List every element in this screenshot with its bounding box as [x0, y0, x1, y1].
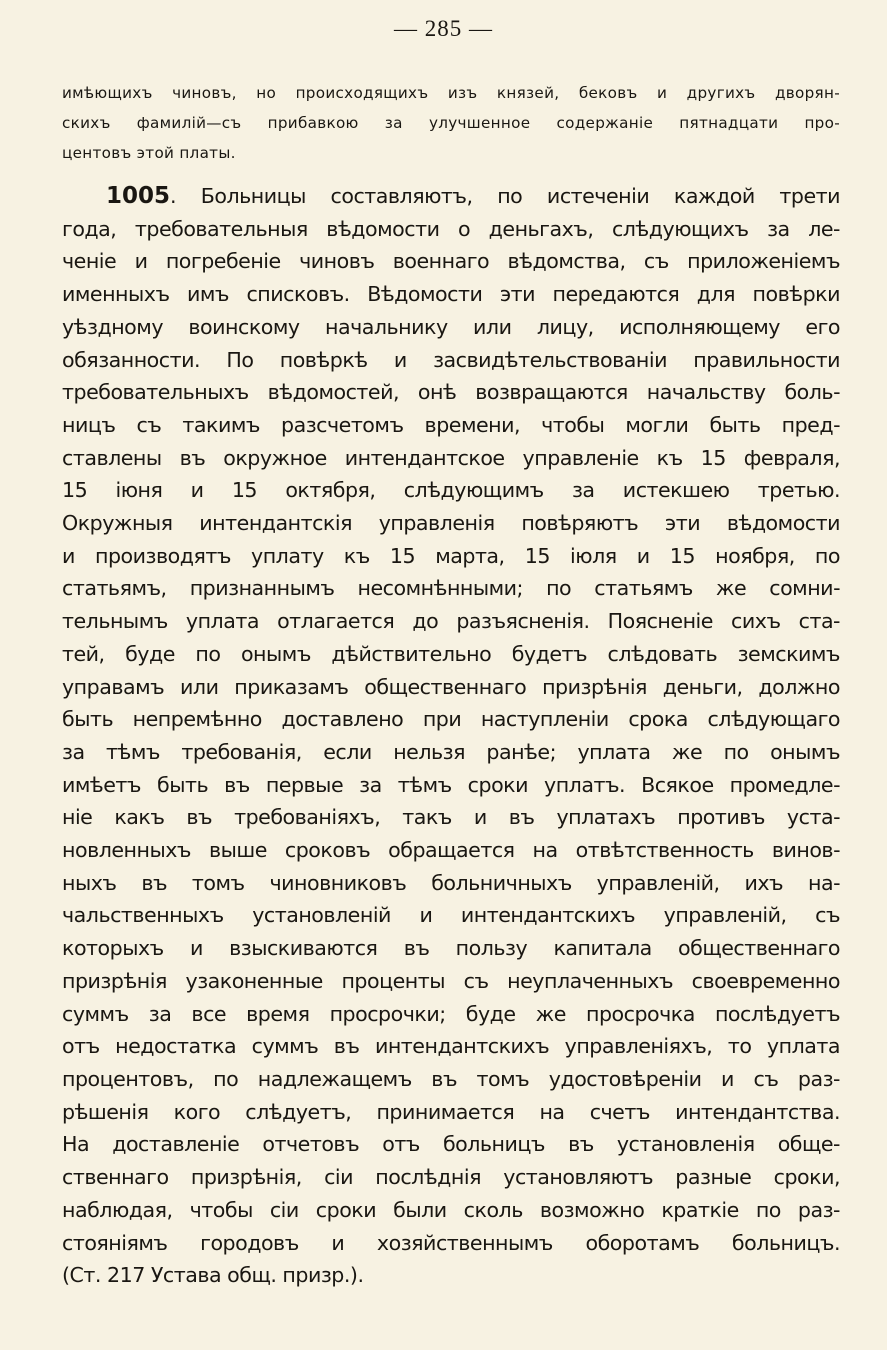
- article-line: новленныхъ выше сроковъ обращается на отвѣтственность винов-: [62, 838, 840, 863]
- article-line: тельнымъ уплата отлагается до разъясненія. Поясненіе сихъ ста-: [62, 609, 840, 634]
- article-line: 15 іюня и 15 октября, слѣдующимъ за истекшею третью.: [62, 478, 840, 503]
- article-number: 1005: [106, 183, 171, 209]
- article-first-line-text: . Больницы составляютъ, по истеченіи каждой трети: [170, 184, 840, 208]
- article-line: ныхъ въ томъ чиновниковъ больничныхъ управленій, ихъ на-: [62, 870, 840, 895]
- article-line: наблюдая, чтобы сіи сроки были сколь возможно краткіе по раз-: [62, 1197, 840, 1222]
- article-line: стояніямъ городовъ и хозяйственнымъ оборотамъ больницъ.: [62, 1230, 840, 1255]
- article-first-line: [62, 180, 840, 213]
- article-line: ставлены въ окружное интендантское управленіе къ 15 февраля,: [62, 445, 840, 470]
- article-line: ніе какъ въ требованіяхъ, такъ и въ уплатахъ противъ уста-: [62, 805, 840, 830]
- article-line: Окружныя интендантскія управленія повѣряютъ эти вѣдомости: [62, 511, 840, 536]
- article-line: процентовъ, по надлежащемъ въ томъ удостовѣреніи и съ раз-: [62, 1066, 840, 1091]
- article-line: призрѣнія узаконенные проценты съ неуплаченныхъ своевременно: [62, 968, 840, 993]
- article-line: года, требовательныя вѣдомости о деньгахъ, слѣдующихъ за ле-: [62, 216, 840, 241]
- article-line: чальственныхъ установленій и интендантскихъ управленій, съ: [62, 903, 840, 928]
- article-line: имѣетъ быть въ первые за тѣмъ сроки уплатъ. Всякое промедле-: [62, 772, 840, 797]
- article-line: которыхъ и взыскиваются въ пользу капитала общественнаго: [62, 936, 840, 961]
- article-line: ницъ съ такимъ разсчетомъ времени, чтобы могли быть пред-: [62, 412, 840, 437]
- article-line: за тѣмъ требованія, если нельзя ранѣе; уплата же по онымъ: [62, 739, 840, 764]
- article-line: управамъ или приказамъ общественнаго призрѣнія деньги, должно: [62, 674, 840, 699]
- carry-over-paragraph: [62, 78, 840, 168]
- carry-over-line: центовъ этой платы.: [62, 144, 236, 162]
- article-line: суммъ за все время просрочки; буде же просрочка послѣдуетъ: [62, 1001, 840, 1026]
- article-line: На доставленіе отчетовъ отъ больницъ въ установленія обще-: [62, 1132, 840, 1157]
- article-line: обязанности. По повѣркѣ и засвидѣтельствованіи правильности: [62, 347, 840, 372]
- article-line: отъ недостатка суммъ въ интендантскихъ управленіяхъ, то уплата: [62, 1034, 840, 1059]
- article-1005: [62, 180, 840, 1292]
- article-line: статьямъ, признаннымъ несомнѣнными; по статьямъ же сомни-: [62, 576, 840, 601]
- article-line: уѣздному воинскому начальнику или лицу, исполняющему его: [62, 314, 840, 339]
- article-line: тей, буде по онымъ дѣйствительно будетъ слѣдовать земскимъ: [62, 641, 840, 666]
- article-line: быть непремѣнно доставлено при наступленіи срока слѣдующаго: [62, 707, 840, 732]
- article-line: ченіе и погребеніе чиновъ военнаго вѣдомства, съ приложеніемъ: [62, 249, 840, 274]
- article-citation: (Ст. 217 Устава общ. призр.).: [62, 1263, 364, 1288]
- carry-over-line: скихъ фамилій—съ прибавкою за улучшенное содержаніе пятнадцати про-: [62, 114, 840, 132]
- article-line: и производятъ уплату къ 15 марта, 15 іюля и 15 ноября, по: [62, 543, 840, 568]
- article-line: рѣшенія кого слѣдуетъ, принимается на счетъ интендантства.: [62, 1099, 840, 1124]
- article-line: именныхъ имъ списковъ. Вѣдомости эти передаются для повѣрки: [62, 282, 840, 307]
- carry-over-line: имѣющихъ чиновъ, но происходящихъ изъ князей, бековъ и другихъ дворян-: [62, 84, 840, 102]
- article-line: требовательныхъ вѣдомостей, онѣ возвращаются начальству боль-: [62, 380, 840, 405]
- page-number: — 285 —: [394, 16, 493, 41]
- article-line: ственнаго призрѣнія, сіи послѣднія установляютъ разные сроки,: [62, 1165, 840, 1190]
